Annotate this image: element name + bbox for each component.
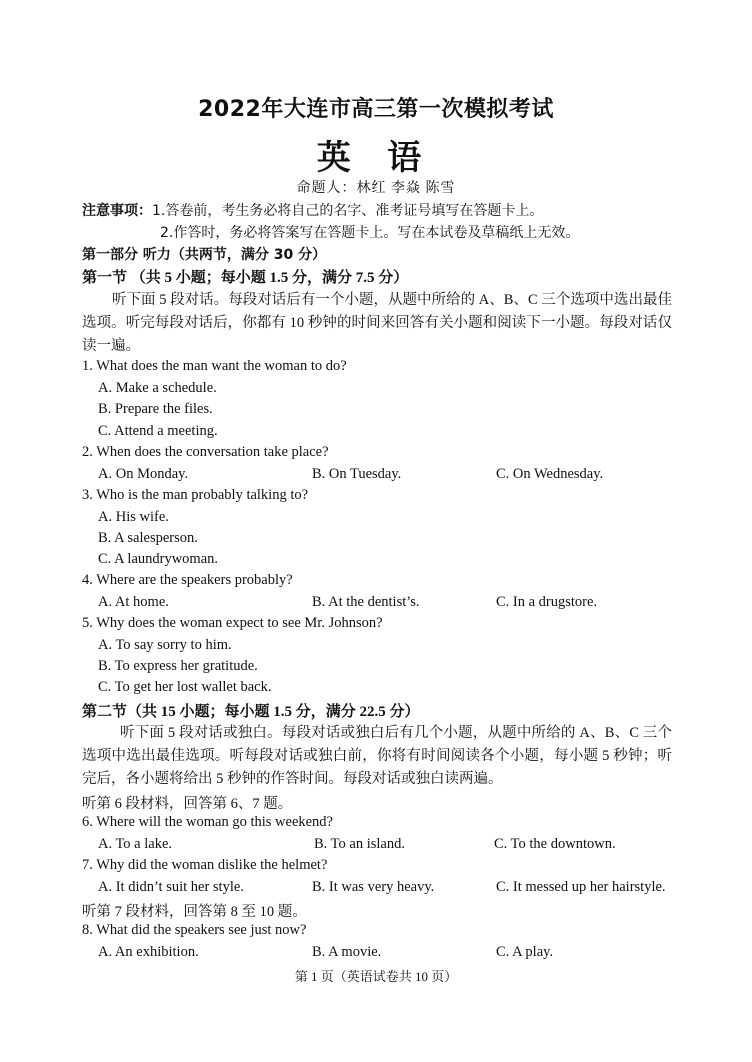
exam-title: 2022年大连市高三第一次模拟考试 xyxy=(198,97,554,122)
question-7-option-a: A. It didn’t suit her style. xyxy=(98,879,244,895)
question-3-option-a: A. His wife. xyxy=(98,509,169,525)
question-8-option-b: B. A movie. xyxy=(312,944,382,960)
part1-heading: 第一部分 听力（共两节，满分 30 分） xyxy=(82,247,327,263)
notice-item-2: 2.作答时，务必将答案写在答题卡上。写在本试卷及草稿纸上无效。 xyxy=(160,225,580,241)
page-footer: 第 1 页（英语试卷共 10 页） xyxy=(294,969,458,984)
notice-item-1: 1.答卷前，考生务必将自己的名字、准考证号填写在答题卡上。 xyxy=(152,203,544,219)
question-8-stem: 8. What did the speakers see just now? xyxy=(82,922,307,938)
notice-label: 注意事项： xyxy=(82,203,152,219)
question-4-stem: 4. Where are the speakers probably? xyxy=(82,572,293,588)
question-4-option-a: A. At home. xyxy=(98,594,169,610)
question-5-option-a: A. To say sorry to him. xyxy=(98,637,232,653)
question-7-option-c: C. It messed up her hairstyle. xyxy=(496,879,666,895)
subject-title: 英 语 xyxy=(316,140,436,177)
question-6-option-c: C. To the downtown. xyxy=(494,836,616,852)
question-7-option-b: B. It was very heavy. xyxy=(312,879,435,895)
material-7-note: 听第 7 段材料，回答第 8 至 10 题。 xyxy=(82,904,307,920)
section1-heading: 第一节 （共 5 小题；每小题 1.5 分，满分 7.5 分） xyxy=(82,270,409,286)
question-1-option-b: B. Prepare the files. xyxy=(98,401,213,417)
section1-instructions: 听下面 5 段对话。每段对话后有一个小题，从题中所给的 A、B、C 三个选项中选出最佳选项。听完每段对话后，你都有 10 秒钟的时间来回答有关小题和阅读下一小题。每段对话仅读一遍。 xyxy=(82,292,672,354)
section2-heading: 第二节（共 15 小题；每小题 1.5 分，满分 22.5 分） xyxy=(82,704,420,720)
question-2-option-a: A. On Monday. xyxy=(98,466,189,482)
question-7-stem: 7. Why did the woman dislike the helmet? xyxy=(82,857,328,873)
question-1-stem: 1. What does the man want the woman to do? xyxy=(82,358,347,374)
question-5-option-c: C. To get her lost wallet back. xyxy=(98,679,272,695)
notice-line-1 xyxy=(82,200,543,220)
question-6-stem: 6. Where will the woman go this weekend? xyxy=(82,814,333,830)
question-2-stem: 2. When does the conversation take place? xyxy=(82,444,329,460)
question-4-option-b: B. At the dentist’s. xyxy=(312,594,420,610)
question-3-option-c: C. A laundrywoman. xyxy=(98,551,219,567)
question-3-option-b: B. A salesperson. xyxy=(98,530,198,546)
question-1-option-c: C. Attend a meeting. xyxy=(98,423,218,439)
material-6-note: 听第 6 段材料，回答第 6、7 题。 xyxy=(82,796,293,812)
question-3-stem: 3. Who is the man probably talking to? xyxy=(82,487,309,503)
question-6-option-b: B. To an island. xyxy=(314,836,405,852)
section2-instructions: 听下面 5 段对话或独白。每段对话或独白后有几个小题，从题中所给的 A、B、C 三个选项中选出最佳选项。听每段对话或独白前，你将有时间阅读各个小题，每小题 5 秒钟；听完后，各小题将给出 5 秒钟的作答时间。每段对话或独白读两遍。 xyxy=(82,725,672,787)
question-4-option-c: C. In a drugstore. xyxy=(496,594,598,610)
question-5-stem: 5. Why does the woman expect to see Mr. Johnson? xyxy=(82,615,383,631)
question-5-option-b: B. To express her gratitude. xyxy=(98,658,258,674)
question-8-option-a: A. An exhibition. xyxy=(98,944,199,960)
question-8-option-c: C. A play. xyxy=(496,944,554,960)
question-2-option-b: B. On Tuesday. xyxy=(312,466,402,482)
question-2-option-c: C. On Wednesday. xyxy=(496,466,604,482)
question-1-option-a: A. Make a schedule. xyxy=(98,380,217,396)
author-line: 命题人：林红 李焱 陈雪 xyxy=(296,181,456,196)
question-6-option-a: A. To a lake. xyxy=(98,836,173,852)
